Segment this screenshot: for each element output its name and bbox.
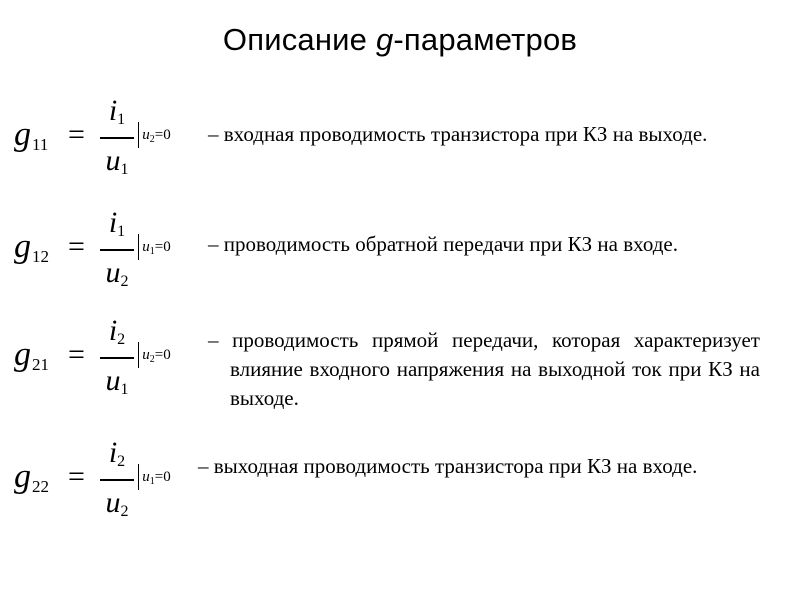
condition-value: =0 [154,347,171,363]
condition-value: =0 [154,469,171,485]
description-g11: – входная проводимость транзистора при КЗ на выходе. [208,122,708,146]
g-letter: g [14,228,31,265]
denominator-index: 1 [120,161,129,178]
equals-sign: = [68,338,85,371]
condition-var: u [142,127,150,143]
condition-index: 1 [149,476,155,487]
g-letter: g [14,458,31,495]
title-symbol: g [375,22,394,57]
description-g12: – проводимость обратной передачи при КЗ на входе. [208,232,678,256]
denominator [102,488,132,520]
fraction-bar [100,249,134,251]
condition [138,464,171,490]
formula-g12 [10,208,200,298]
denominator-var: u [105,364,121,397]
description-g21: – проводимость прямой передачи, которая характеризует влияние входного напряжения на выходной ток при КЗ на выходе. [208,328,760,410]
denominator-var: u [105,486,121,519]
fraction [102,96,132,180]
denominator [102,366,132,398]
numerator-var: i [108,206,118,239]
title-suffix: -параметров [393,22,578,57]
denominator [102,258,132,290]
numerator-index: 1 [117,223,126,240]
page-title [0,22,800,58]
condition [138,342,171,368]
denominator-index: 1 [120,381,129,398]
formula-symbol [14,118,48,153]
formula-symbol [14,230,49,265]
condition [138,122,171,148]
condition-value: =0 [154,239,171,255]
condition-var: u [142,347,150,363]
condition-bar [138,234,139,260]
fraction-bar [100,357,134,359]
numerator [102,316,132,348]
denominator-var: u [105,144,121,177]
formula-g11 [10,96,200,186]
numerator-var: i [108,314,118,347]
fraction [102,208,132,292]
equals-sign: = [68,230,85,263]
formula-symbol [14,460,49,495]
numerator [102,96,132,128]
equals-sign: = [68,118,85,151]
g-letter: g [14,336,31,373]
numerator-var: i [108,94,118,127]
fraction-bar [100,137,134,139]
fraction [102,316,132,400]
condition-bar [138,464,139,490]
denominator [102,146,132,178]
numerator-index: 2 [117,331,126,348]
condition-value: =0 [154,127,171,143]
g-letter: g [14,116,31,153]
denominator-var: u [105,256,121,289]
numerator-index: 2 [117,453,126,470]
numerator-index: 1 [117,111,126,128]
numerator [102,208,132,240]
denominator-index: 2 [120,273,129,290]
condition-var: u [142,469,150,485]
condition-index: 2 [149,354,155,365]
numerator [102,438,132,470]
g-index: 12 [32,247,49,266]
condition [138,234,171,260]
condition-bar [138,342,139,368]
formula-g21 [10,316,200,406]
formula-g22 [10,438,200,528]
equals-sign: = [68,460,85,493]
formula-symbol [14,338,49,373]
condition-index: 2 [149,134,155,145]
fraction-bar [100,479,134,481]
numerator-var: i [108,436,118,469]
g-index: 11 [32,135,49,154]
g-index: 21 [32,355,49,374]
fraction [102,438,132,522]
description-g22: – выходная проводимость транзистора при КЗ на входе. [198,454,698,478]
title-prefix: Описание [222,22,376,57]
g-index: 22 [32,477,49,496]
condition-var: u [142,239,150,255]
condition-index: 1 [149,246,155,257]
denominator-index: 2 [120,503,129,520]
condition-bar [138,122,139,148]
